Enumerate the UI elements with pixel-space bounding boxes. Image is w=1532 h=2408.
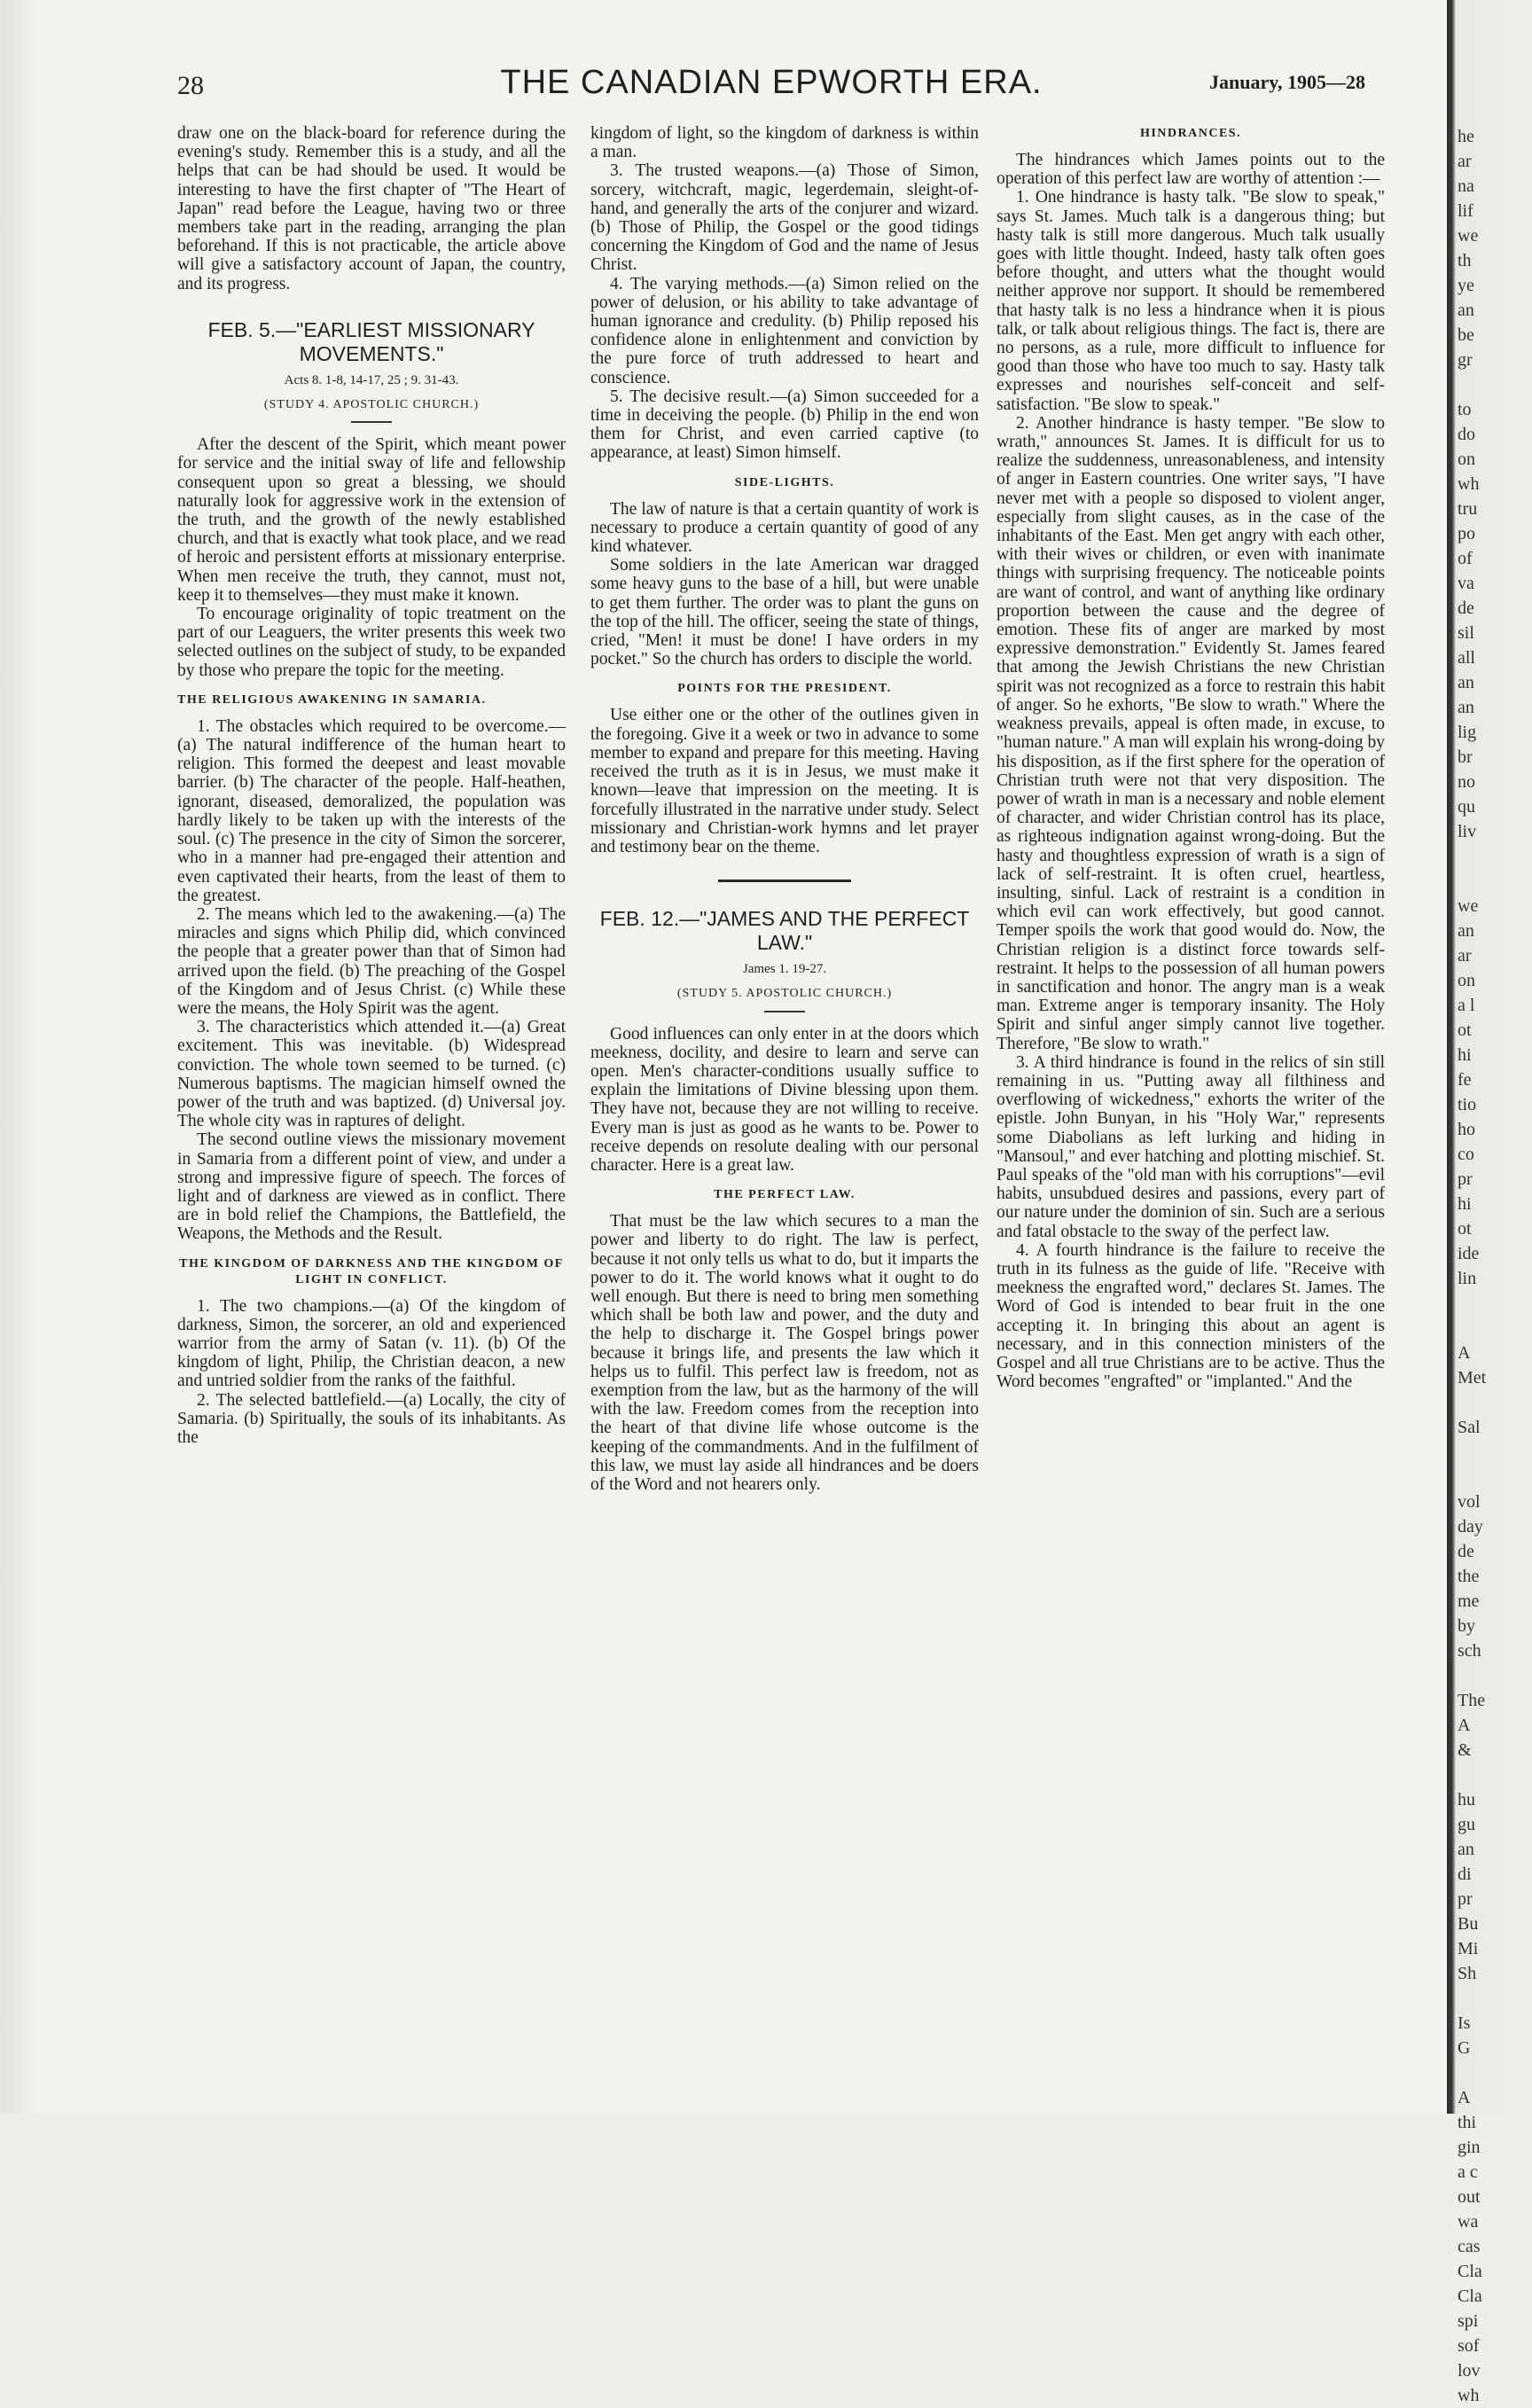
feb5-study-label: (STUDY 4. APOSTOLIC CHURCH.) — [263, 398, 480, 412]
paragraph: 4. The varying methods.—(a) Simon relied on the power of delusion, or his ability to take advantage of human ignorance and credulity. (b) Philip reposed his confidence alone in enlightenment and conviction by the pure force of truth addressed to heart and conscience. — [590, 274, 979, 387]
subheading-hindrances: HINDRANCES. — [1139, 127, 1242, 140]
subheading-side-lights: SIDE-LIGHTS. — [734, 475, 835, 489]
paragraph: 3. The characteristics which attended it.—(a) Great excitement. This was inevitable. (b) Widespread conviction. The whole town seemed to be turned. (c) Numerous baptisms. The magician himself owned the power of the truth and was baptized. (d) Universal joy. The whole city was in raptures of delight. — [177, 1018, 566, 1131]
paragraph: Good influences can only enter in at the doors which meekness, docility, and desire to learn and serve can open. Men's character-conditions usually suffice to explain the limitations of Divine blessing upon them. They have not, because they are not willing to receive. Every man is just as good as he wants to be. Power to receive depends on resolute dealing with our personal character. Here is a great law. — [590, 1024, 979, 1175]
issue-date: January, 1905—28 — [1208, 71, 1365, 93]
short-divider — [351, 421, 392, 423]
column-1 — [177, 124, 566, 1447]
feb12-study-label: (STUDY 5. APOSTOLIC CHURCH.) — [676, 987, 893, 1001]
subheading-samaria: THE RELIGIOUS AWAKENING IN SAMARIA. — [177, 692, 487, 707]
feb5-heading: FEB. 5.—"EARLIEST MISSIONARY MOVEMENTS." — [207, 317, 535, 365]
paragraph: 2. The means which led to the awakening.—(a) The miracles and signs which Philip did, which convinced the people that a greater power than that of Simon had arrived upon the field. (b) The preaching of the Gospel of the Kingdom and of Jesus Christ. (c) While these were the means, the Holy Spirit was the agent. — [177, 904, 566, 1018]
paragraph: That must be the law which secures to a man the power and liberty to do right. The law is perfect, because it not only tells us what to do, but it imparts the power to do it. The world knows what it ought to do well enough. But there is need to bring men something which shall be both law and power, and the duty and the help to discharge it. The Gospel brings power because it brings life, and presents the law which it helps us to fulfil. This perfect law is freedom, not as exemption from the law, but as the harmony of the will with the law. Freedom comes from the reception into the heart of that divine life whose outcome is the keeping of the commandments. And in the fulfilment of this law, we must lay aside all hindrances and be doers of the Word and not hearers only. — [590, 1212, 979, 1494]
section-divider — [718, 880, 851, 882]
paragraph: 3. The trusted weapons.—(a) Those of Simon, sorcery, witchcraft, magic, legerdemain, sleight-of-hand, and generally the arts of the conjurer and wizard. (b) Those of Philip, the Gospel or the good tidings concerning the Kingdom of God and the name of Jesus Christ. — [590, 161, 979, 275]
feb5-scripture: Acts 8. 1-8, 14-17, 25 ; 9. 31-43. — [284, 372, 459, 387]
paragraph: 1. One hindrance is hasty talk. "Be slow to speak," says St. James. Much talk is a dangerous thing; but hasty talk is still more dangerous. Much talk usually goes with little thought. Indeed, hasty talk often goes before thought, and utters what the thought would neither approve nor support. It should be remembered that hasty talk is no less a hindrance when it is pious talk, or talk about religious things. The fact is, there are no persons, as a rule, more difficult to influence for good than those who have too much to say. Hasty talk expresses and nourishes self-conceit and self-satisfaction. "Be slow to speak." — [997, 188, 1385, 414]
paragraph: 2. Another hindrance is hasty temper. "Be slow to wrath," announces St. James. It is difficult for us to realize the suddenness, unreasonableness, and intensity of anger in Eastern countries. One writer says, "I have never met with a people so disposed to violent anger, especially from slight causes, as in the case of the inhabitants of the East. Men get angry with each other, with their wives or children, or even with inanimate things with surprising frequency. The noticeable points are want of control, and want of anything like ordinary proportion between the cause and the degree of emotion. These fits of anger are marked by most expressive demonstration." Evidently St. James feared that among the Jewish Christians the new Christian spirit was not recognized as a force to restrain this habit of anger. So he exhorts, "Be slow to wrath." Where the weakness prevails, appeal is often made, in excuse, to "human nature." A man will explain his wrong-doing by his disposition, as if the first sphere for the operation of Christian truth were not that very disposition. The power of wrath in man is a necessary and noble element of character, and wider Christian control has its place, as righteous indignation against wrong-doing. But the hasty and thoughtless expression of wrath is a sign of lack of self-restraint. It is often cruel, heartless, insulting, sinful. Lack of restraint is a condition in which evil can work effectively, but good cannot. Temper spoils the work that good would do. Now, the Christian religion is a distinct force towards self-restraint. It helps to the possession of all human powers in sanctification and honor. The angry man is a weak man. Extreme anger is temporary insanity. The Holy Spirit and sinful anger simply cannot live together. Therefore, "Be slow to wrath." — [997, 413, 1385, 1053]
paragraph: Use either one or the other of the outlines given in the foregoing. Give it a week or two in advance to some member to expand and prepare for this meeting. Having received the truth as it is in Jesus, we must make it known—leave that impression on the meeting. It is forcefully illustrated in the narrative under study. Select missionary and Christian-work hymns and let prayer and testimony bear on the theme. — [590, 706, 979, 856]
subheading-kingdoms: THE KINGDOM OF DARKNESS AND THE KINGDOM OF LIGHT IN CONFLICT. — [179, 1256, 564, 1286]
paragraph: 5. The decisive result.—(a) Simon succeeded for a time in deceiving the people. (b) Philip in the end won them for Christ, and even carried captive (to appearance, at least) Simon himself. — [590, 387, 979, 463]
column-2 — [590, 124, 979, 1494]
paragraph: 1. The obstacles which required to be overcome.—(a) The natural indifference of the human heart to religion. This formed the deepest and least movable barrier. (b) The character of the people. Half-heathen, ignorant, diseased, demoralized, the population was hardly likely to be taken up with the interests of the soul. (c) The presence in the city of Simon the sorcerer, who in a manner had pre-engaged their attention and even captivated their hearts, from the least of them to the greatest. — [177, 716, 566, 905]
subheading-president: POINTS FOR THE PRESIDENT. — [677, 682, 892, 696]
paragraph: The hindrances which James points out to the operation of this perfect law are worthy of attention :— — [997, 151, 1385, 189]
paragraph: 4. A fourth hindrance is the failure to receive the truth in its fulness as the guide of life. "Receive with meekness the engrafted word," declares St. James. The Word of God is intended to bear fruit in the one accepting it. In bringing this about an agent is necessary, and in this connection ministers of the Gospel and all true Christians are to be active. Thus the Word becomes "engrafted" or "implanted." And the — [997, 1240, 1385, 1392]
feb12-heading: FEB. 12.—"JAMES AND THE PERFECT LAW." — [599, 907, 970, 955]
publication-title: THE CANADIAN EPWORTH ERA. — [500, 64, 1043, 101]
adjacent-page-fragment: he ar na lif we th ye an be gr to do on wh tru po of va de sil all an an lig br no qu liv we an ar on a l ot hi fe tio ho co pr hi ot ide lin A Met Sal vol day de the me by sch The A & hu gu an di pr Bu Mi Sh Is G A thi gin a c out wa cas Cla Cla spi sof lov wh — [1458, 127, 1487, 2405]
page-binding-shadow — [0, 0, 39, 2114]
feb12-scripture: James 1. 19-27. — [742, 962, 827, 977]
short-divider — [764, 1011, 805, 1012]
paragraph: The law of nature is that a certain quantity of work is necessary to produce a certain quantity of good of any kind whatever. — [590, 499, 979, 557]
page-header — [177, 64, 1365, 113]
paragraph: Some soldiers in the late American war dragged some heavy guns to the base of a hill, but were unable to get them further. The order was to plant the guns on the top of the hill. The officer, seeing the state of things, cried, "Men! it must be done! I have orders in my pocket." So the church has orders to disciple the world. — [590, 556, 979, 669]
intro-paragraph: draw one on the black-board for reference during the evening's study. Remember this is a study, and all the helps that can be had should be used. It would be interesting to have the first chapter of "The Heart of Japan" read before the League, having two or three members take part in the reading, arranging the plan beforehand. If this is not practicable, the article above will give a satisfactory account of Japan, the country, and its progress. — [177, 124, 566, 293]
paragraph: To encourage originality of topic treatment on the part of our Leaguers, the writer presents this week two selected outlines on the subject of study, to be expanded by those who prepare the topic for the meeting. — [177, 605, 566, 680]
page-number: 28 — [177, 71, 204, 100]
column-3 — [997, 124, 1385, 1391]
subheading-perfect-law: THE PERFECT LAW. — [714, 1188, 856, 1202]
paragraph: 2. The selected battlefield.—(a) Locally, the city of Samaria. (b) Spiritually, the souls of its inhabitants. As the — [177, 1390, 566, 1447]
paragraph: The second outline views the missionary movement in Samaria from a different point of view, and under a strong and impressive figure of speech. The forces of light and of darkness are viewed as in conflict. There are in bold relief the Champions, the Battlefield, the Weapons, the Methods and the Result. — [177, 1130, 566, 1244]
paragraph: 1. The two champions.—(a) Of the kingdom of darkness, Simon, the sorcerer, an old and experienced warrior from the army of Satan (v. 11). (b) Of the kingdom of light, Philip, the Christian deacon, a new and untried soldier from the ranks of the faithful. — [177, 1296, 566, 1391]
paragraph: After the descent of the Spirit, which meant power for service and the initial sway of life and fellowship consequent upon so great a blessing, we should naturally look for aggressive work in the extension of the truth, and the growth of the newly established church, and that is exactly what took place, and we read of heroic and persistent efforts at missionary enterprise. When men receive the truth, they cannot, must not, keep it to themselves—they must make it known. — [177, 435, 566, 605]
paragraph: kingdom of light, so the kingdom of darkness is within a man. — [590, 124, 979, 162]
paragraph: 3. A third hindrance is found in the relics of sin still remaining in us. "Putting away all filthiness and overflowing of wickedness," exhorts the writer of the epistle. John Bunyan, in his "Holy War," represents some Diabolians as left lurking and hiding in "Mansoul," and ever hatching and plotting mischief. St. Paul speaks of the "old man with his corruptions"—evil habits, unsubdued desires and passions, every part of our nature under the dominion of sin. Such are a serious and fatal obstacle to the sway of the perfect law. — [997, 1052, 1385, 1241]
